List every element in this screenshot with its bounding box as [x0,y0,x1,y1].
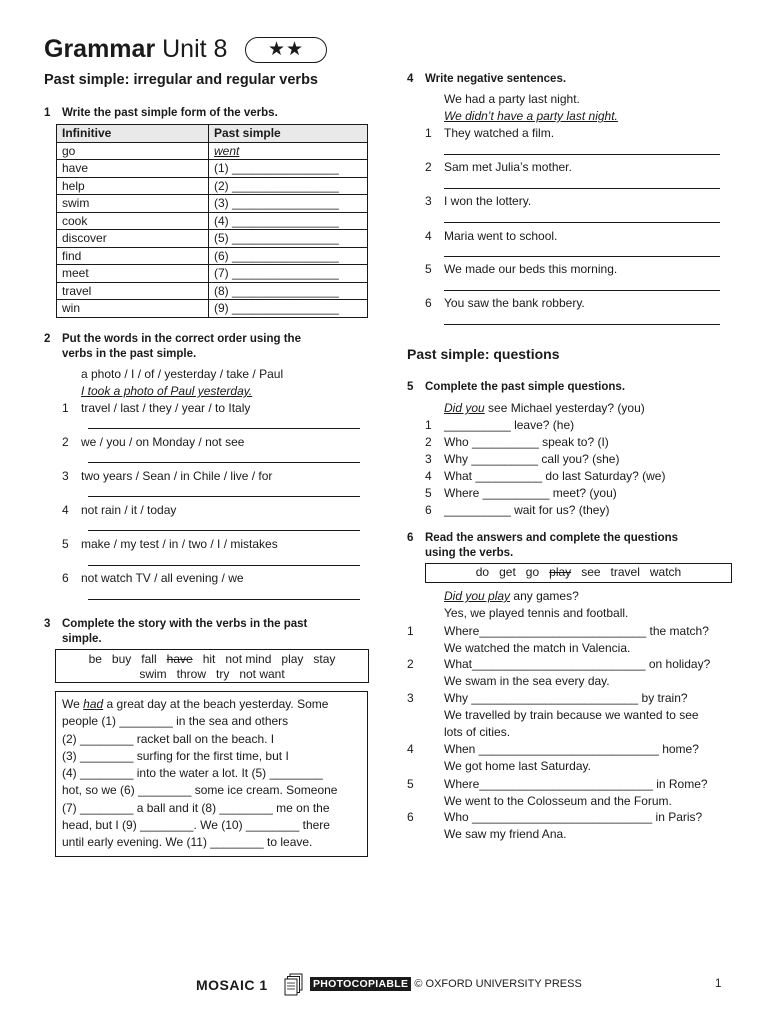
table-row: cook (4) ________________ [57,212,368,230]
exercise-4-item-text: I won the lottery. [444,194,532,208]
exercise-6-answer: We watched the match in Valencia. [444,641,631,655]
exercise-6-question[interactable]: What__________________________ on holiday? [444,657,711,671]
section-title-irregular: Past simple: irregular and regular verbs [44,72,318,88]
exercise-5-item-text[interactable]: __________ leave? (he) [444,418,575,432]
answer-line[interactable] [88,428,360,429]
exercise-2-item-number: 2 [62,435,69,449]
answer-line[interactable] [88,565,360,566]
exercise-4-item-number: 5 [425,262,432,276]
answer-line[interactable] [444,188,720,189]
exercise-6-answer: We got home last Saturday. [444,759,591,773]
exercise-5-item-number: 2 [425,435,432,449]
answer-line[interactable] [88,462,360,463]
exercise-6-answer: We saw my friend Ana. [444,827,567,841]
page-number: 1 [715,978,722,990]
exercise-4-heading: 4 Write negative sentences. [407,73,567,85]
exercise-6-heading: 6 Read the answers and complete the questions using the verbs. [407,532,679,559]
table-row: win (9) ________________ [57,300,368,318]
photocopiable-badge: PHOTOCOPIABLE [310,977,411,991]
exercise-5-example: Did you see Michael yesterday? (you) [444,401,645,415]
table-row: have (1) ________________ [57,160,368,178]
exercise-4-item-text: We made our beds this morning. [444,262,618,276]
exercise-6-item-number: 5 [407,777,414,791]
page-title: Grammar Unit 8 [44,35,228,63]
footer-brand: MOSAIC 1 [196,977,268,993]
exercise-4-example-answer: We didn’t have a party last night. [444,109,618,123]
table-row: help (2) ________________ [57,177,368,195]
exercise-2-item-text: not watch TV / all evening / we [81,571,244,585]
exercise-5-item-text[interactable]: Where __________ meet? (you) [444,486,617,500]
exercise-5-item-number: 3 [425,452,432,466]
exercise-4-item-text: You saw the bank robbery. [444,296,585,310]
exercise-4-item-text: They watched a film. [444,126,555,140]
exercise-2-item-text: travel / last / they / year / to Italy [81,401,251,415]
exercise-5-item-number: 1 [425,418,432,432]
exercise-5-item-number: 5 [425,486,432,500]
exercise-3-heading: 3 Complete the story with the verbs in the past simple. [44,618,308,645]
exercise-2-example-answer: I took a photo of Paul yesterday. [81,384,253,398]
footer-copyright: PHOTOCOPIABLE © OXFORD UNIVERSITY PRESS [310,978,582,990]
exercise-4-item-number: 4 [425,229,432,243]
used-word: have [166,652,193,666]
exercise-2-item-text: make / my test / in / two / I / mistakes [81,537,278,551]
exercise-6-item-number: 3 [407,691,414,705]
table-header-row [57,125,368,143]
exercise-2-heading: 2 Put the words in the correct order using the verbs in the past simple. [44,333,301,360]
exercise-6-question[interactable]: When ___________________________ home? [444,742,699,756]
exercise-6-question[interactable]: Who ___________________________ in Paris? [444,810,703,824]
table-row: swim (3) ________________ [57,195,368,213]
exercise-6-item-number: 4 [407,742,414,756]
exercise-6-question[interactable]: Where__________________________ in Rome? [444,777,708,791]
exercise-5-item-number: 4 [425,469,432,483]
exercise-5-item-text[interactable]: Who __________ speak to? (I) [444,435,609,449]
exercise-4-item-number: 6 [425,296,432,310]
answer-line[interactable] [444,256,720,257]
table-row: discover (5) ________________ [57,230,368,248]
exercise-6-answer: We went to the Colosseum and the Forum. [444,794,672,808]
table-row: meet (7) ________________ [57,265,368,283]
answer-line[interactable] [444,154,720,155]
exercise-4-item-number: 1 [425,126,432,140]
exercise-4-item-number: 2 [425,160,432,174]
answer-line[interactable] [444,324,720,325]
word-box-story: be buy fall have hit not mind play stay swim throw try not want [55,649,369,683]
answer-line[interactable] [444,222,720,223]
exercise-6-item-number: 2 [407,657,414,671]
exercise-6-item-number: 6 [407,810,414,824]
exercise-4-item-text: Sam met Julia’s mother. [444,160,572,174]
exercise-6-question[interactable]: Where_________________________ the match? [444,624,709,638]
table-row: go went [57,142,368,160]
section-title-questions: Past simple: questions [407,346,560,362]
exercise-5-item-text[interactable]: __________ wait for us? (they) [444,503,610,517]
exercise-6-answer: We travelled by train because we wanted to see [444,708,699,722]
table-row: find (6) ________________ [57,247,368,265]
answer-line[interactable] [88,599,360,600]
exercise-5-item-text[interactable]: Why __________ call you? (she) [444,452,620,466]
exercise-2-item-number: 5 [62,537,69,551]
exercise-4-item-number: 3 [425,194,432,208]
exercise-2-item-text: we / you / on Monday / not see [81,435,245,449]
exercise-2-item-number: 1 [62,401,69,415]
answer-line[interactable] [88,496,360,497]
exercise-2-item-text: not rain / it / today [81,503,177,517]
word-box-questions: do get go play see travel watch [425,563,732,583]
difficulty-stars: ★★ [245,37,327,63]
photocopy-icon [284,973,304,997]
exercise-2-example-prompt: a photo / I / of / yesterday / take / Paul [81,367,284,381]
exercise-1-heading: 1 Write the past simple form of the verbs. [44,107,278,119]
exercise-5-heading: 5 Complete the past simple questions. [407,381,626,393]
exercise-5-item-text[interactable]: What __________ do last Saturday? (we) [444,469,666,483]
table-row: travel (8) ________________ [57,282,368,300]
exercise-2-item-number: 6 [62,571,69,585]
exercise-6-example: Did you play any games? [444,589,579,603]
story-box: We had a great day at the beach yesterday. Some people (1) ________ in the sea and others (2) ________ racket ball on the beach. I (3) ________ surfing for the first time, but I (4) ________ into the water a lot. It (5) ________ hot, so we (6) ________ some ice cream. Someone (7) ________ a ball and it (8) ________ me on the head, but I (9) ________. We (10) ________ there until early evening. We (11) ________ to leave. [55,691,368,857]
used-word: play [549,565,572,579]
exercise-2-item-number: 4 [62,503,69,517]
exercise-2-item-text: two years / Sean / in Chile / live / for [81,469,273,483]
exercise-2-item-number: 3 [62,469,69,483]
exercise-4-item-text: Maria went to school. [444,229,558,243]
exercise-6-item-number: 1 [407,624,414,638]
exercise-6-answer: We swam in the sea every day. [444,674,610,688]
col-header-infinitive: Infinitive [57,125,209,143]
answer-line[interactable] [88,530,360,531]
exercise-6-question[interactable]: Why _________________________ by train? [444,691,688,705]
exercise-4-example-prompt: We had a party last night. [444,92,580,106]
exercise-6-answer: lots of cities. [444,725,511,739]
col-header-past-simple: Past simple [209,125,368,143]
exercise-6-example-reply: Yes, we played tennis and football. [444,606,629,620]
exercise-5-item-number: 6 [425,503,432,517]
verbs-table [56,124,368,318]
answer-line[interactable] [444,290,720,291]
